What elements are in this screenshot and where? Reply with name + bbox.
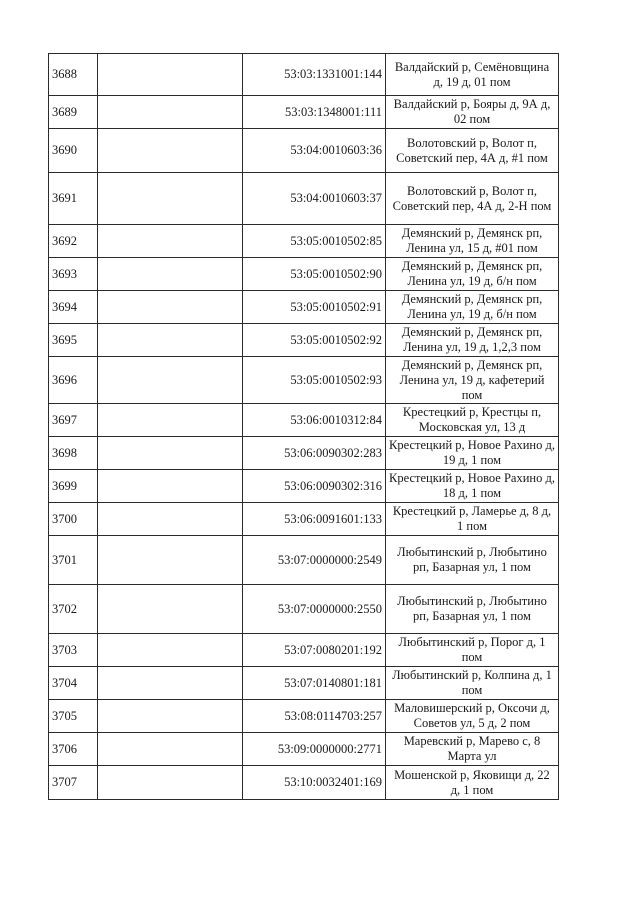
empty-cell xyxy=(98,357,243,404)
cadastral-number: 53:05:0010502:92 xyxy=(243,324,386,357)
table-row xyxy=(49,96,559,129)
property-address: Волотовский р, Волот п, Советский пер, 4А д, 2-Н пом xyxy=(386,173,559,225)
property-address: Маловишерский р, Оксочи д, Советов ул, 5 д, 2 пом xyxy=(386,700,559,733)
empty-cell xyxy=(98,733,243,766)
cadastral-number: 53:07:0080201:192 xyxy=(243,634,386,667)
row-number: 3693 xyxy=(49,258,98,291)
cadastral-number: 53:06:0090302:283 xyxy=(243,437,386,470)
cadastral-number: 53:06:0090302:316 xyxy=(243,470,386,503)
cadastral-number: 53:07:0140801:181 xyxy=(243,667,386,700)
empty-cell xyxy=(98,404,243,437)
cadastral-number: 53:04:0010603:36 xyxy=(243,129,386,173)
property-address: Любытинский р, Любытино рп, Базарная ул, 1 пом xyxy=(386,585,559,634)
cadastral-number: 53:05:0010502:85 xyxy=(243,225,386,258)
table-row xyxy=(49,404,559,437)
cadastral-number: 53:03:1348001:111 xyxy=(243,96,386,129)
row-number: 3704 xyxy=(49,667,98,700)
table-body xyxy=(49,54,559,800)
empty-cell xyxy=(98,291,243,324)
empty-cell xyxy=(98,54,243,96)
cadastral-number: 53:06:0091601:133 xyxy=(243,503,386,536)
table-row xyxy=(49,634,559,667)
empty-cell xyxy=(98,667,243,700)
cadastral-number: 53:04:0010603:37 xyxy=(243,173,386,225)
table-row xyxy=(49,700,559,733)
property-address: Любытинский р, Порог д, 1 пом xyxy=(386,634,559,667)
table-row xyxy=(49,585,559,634)
cadastral-number: 53:03:1331001:144 xyxy=(243,54,386,96)
property-address: Крестецкий р, Ламерье д, 8 д, 1 пом xyxy=(386,503,559,536)
row-number: 3700 xyxy=(49,503,98,536)
table-row xyxy=(49,357,559,404)
empty-cell xyxy=(98,437,243,470)
property-address: Маревский р, Марево с, 8 Марта ул xyxy=(386,733,559,766)
row-number: 3707 xyxy=(49,766,98,800)
empty-cell xyxy=(98,700,243,733)
property-address: Крестецкий р, Новое Рахино д, 19 д, 1 пом xyxy=(386,437,559,470)
table-row xyxy=(49,291,559,324)
row-number: 3705 xyxy=(49,700,98,733)
row-number: 3691 xyxy=(49,173,98,225)
row-number: 3706 xyxy=(49,733,98,766)
empty-cell xyxy=(98,634,243,667)
cadastral-number: 53:07:0000000:2549 xyxy=(243,536,386,585)
property-address: Демянский р, Демянск рп, Ленина ул, 19 д, кафетерий пом xyxy=(386,357,559,404)
property-address: Крестецкий р, Новое Рахино д, 18 д, 1 пом xyxy=(386,470,559,503)
cadastral-number: 53:08:0114703:257 xyxy=(243,700,386,733)
property-address: Демянский р, Демянск рп, Ленина ул, 19 д, 1,2,3 пом xyxy=(386,324,559,357)
table-row xyxy=(49,536,559,585)
row-number: 3699 xyxy=(49,470,98,503)
row-number: 3703 xyxy=(49,634,98,667)
table-row xyxy=(49,324,559,357)
table-row xyxy=(49,667,559,700)
table-row xyxy=(49,54,559,96)
row-number: 3692 xyxy=(49,225,98,258)
table-row xyxy=(49,503,559,536)
empty-cell xyxy=(98,225,243,258)
property-address: Мошенской р, Яковищи д, 22 д, 1 пом xyxy=(386,766,559,800)
row-number: 3695 xyxy=(49,324,98,357)
table-row xyxy=(49,470,559,503)
cadastral-number: 53:06:0010312:84 xyxy=(243,404,386,437)
cadastral-number: 53:05:0010502:90 xyxy=(243,258,386,291)
property-address: Любытинский р, Любытино рп, Базарная ул, 1 пом xyxy=(386,536,559,585)
property-address: Демянский р, Демянск рп, Ленина ул, 19 д, б/н пом xyxy=(386,258,559,291)
table-row xyxy=(49,258,559,291)
row-number: 3698 xyxy=(49,437,98,470)
cadastral-number: 53:05:0010502:93 xyxy=(243,357,386,404)
property-address: Волотовский р, Волот п, Советский пер, 4А д, #1 пом xyxy=(386,129,559,173)
row-number: 3694 xyxy=(49,291,98,324)
row-number: 3696 xyxy=(49,357,98,404)
table-row xyxy=(49,733,559,766)
property-address: Демянский р, Демянск рп, Ленина ул, 19 д, б/н пом xyxy=(386,291,559,324)
empty-cell xyxy=(98,470,243,503)
row-number: 3689 xyxy=(49,96,98,129)
empty-cell xyxy=(98,129,243,173)
row-number: 3702 xyxy=(49,585,98,634)
empty-cell xyxy=(98,536,243,585)
row-number: 3701 xyxy=(49,536,98,585)
property-address: Валдайский р, Семёновщина д, 19 д, 01 пом xyxy=(386,54,559,96)
cadastral-number: 53:07:0000000:2550 xyxy=(243,585,386,634)
empty-cell xyxy=(98,258,243,291)
cadastral-number: 53:05:0010502:91 xyxy=(243,291,386,324)
row-number: 3688 xyxy=(49,54,98,96)
row-number: 3690 xyxy=(49,129,98,173)
table-row xyxy=(49,173,559,225)
property-address: Демянский р, Демянск рп, Ленина ул, 15 д, #01 пом xyxy=(386,225,559,258)
empty-cell xyxy=(98,96,243,129)
empty-cell xyxy=(98,585,243,634)
cadastral-number: 53:10:0032401:169 xyxy=(243,766,386,800)
empty-cell xyxy=(98,503,243,536)
empty-cell xyxy=(98,173,243,225)
cadastral-number: 53:09:0000000:2771 xyxy=(243,733,386,766)
table-row xyxy=(49,225,559,258)
property-address: Валдайский р, Бояры д, 9А д, 02 пом xyxy=(386,96,559,129)
table-row xyxy=(49,437,559,470)
property-address: Любытинский р, Колпина д, 1 пом xyxy=(386,667,559,700)
empty-cell xyxy=(98,766,243,800)
property-address: Крестецкий р, Крестцы п, Московская ул, 13 д xyxy=(386,404,559,437)
table-row xyxy=(49,129,559,173)
empty-cell xyxy=(98,324,243,357)
property-registry-table xyxy=(48,53,559,800)
row-number: 3697 xyxy=(49,404,98,437)
table-row xyxy=(49,766,559,800)
